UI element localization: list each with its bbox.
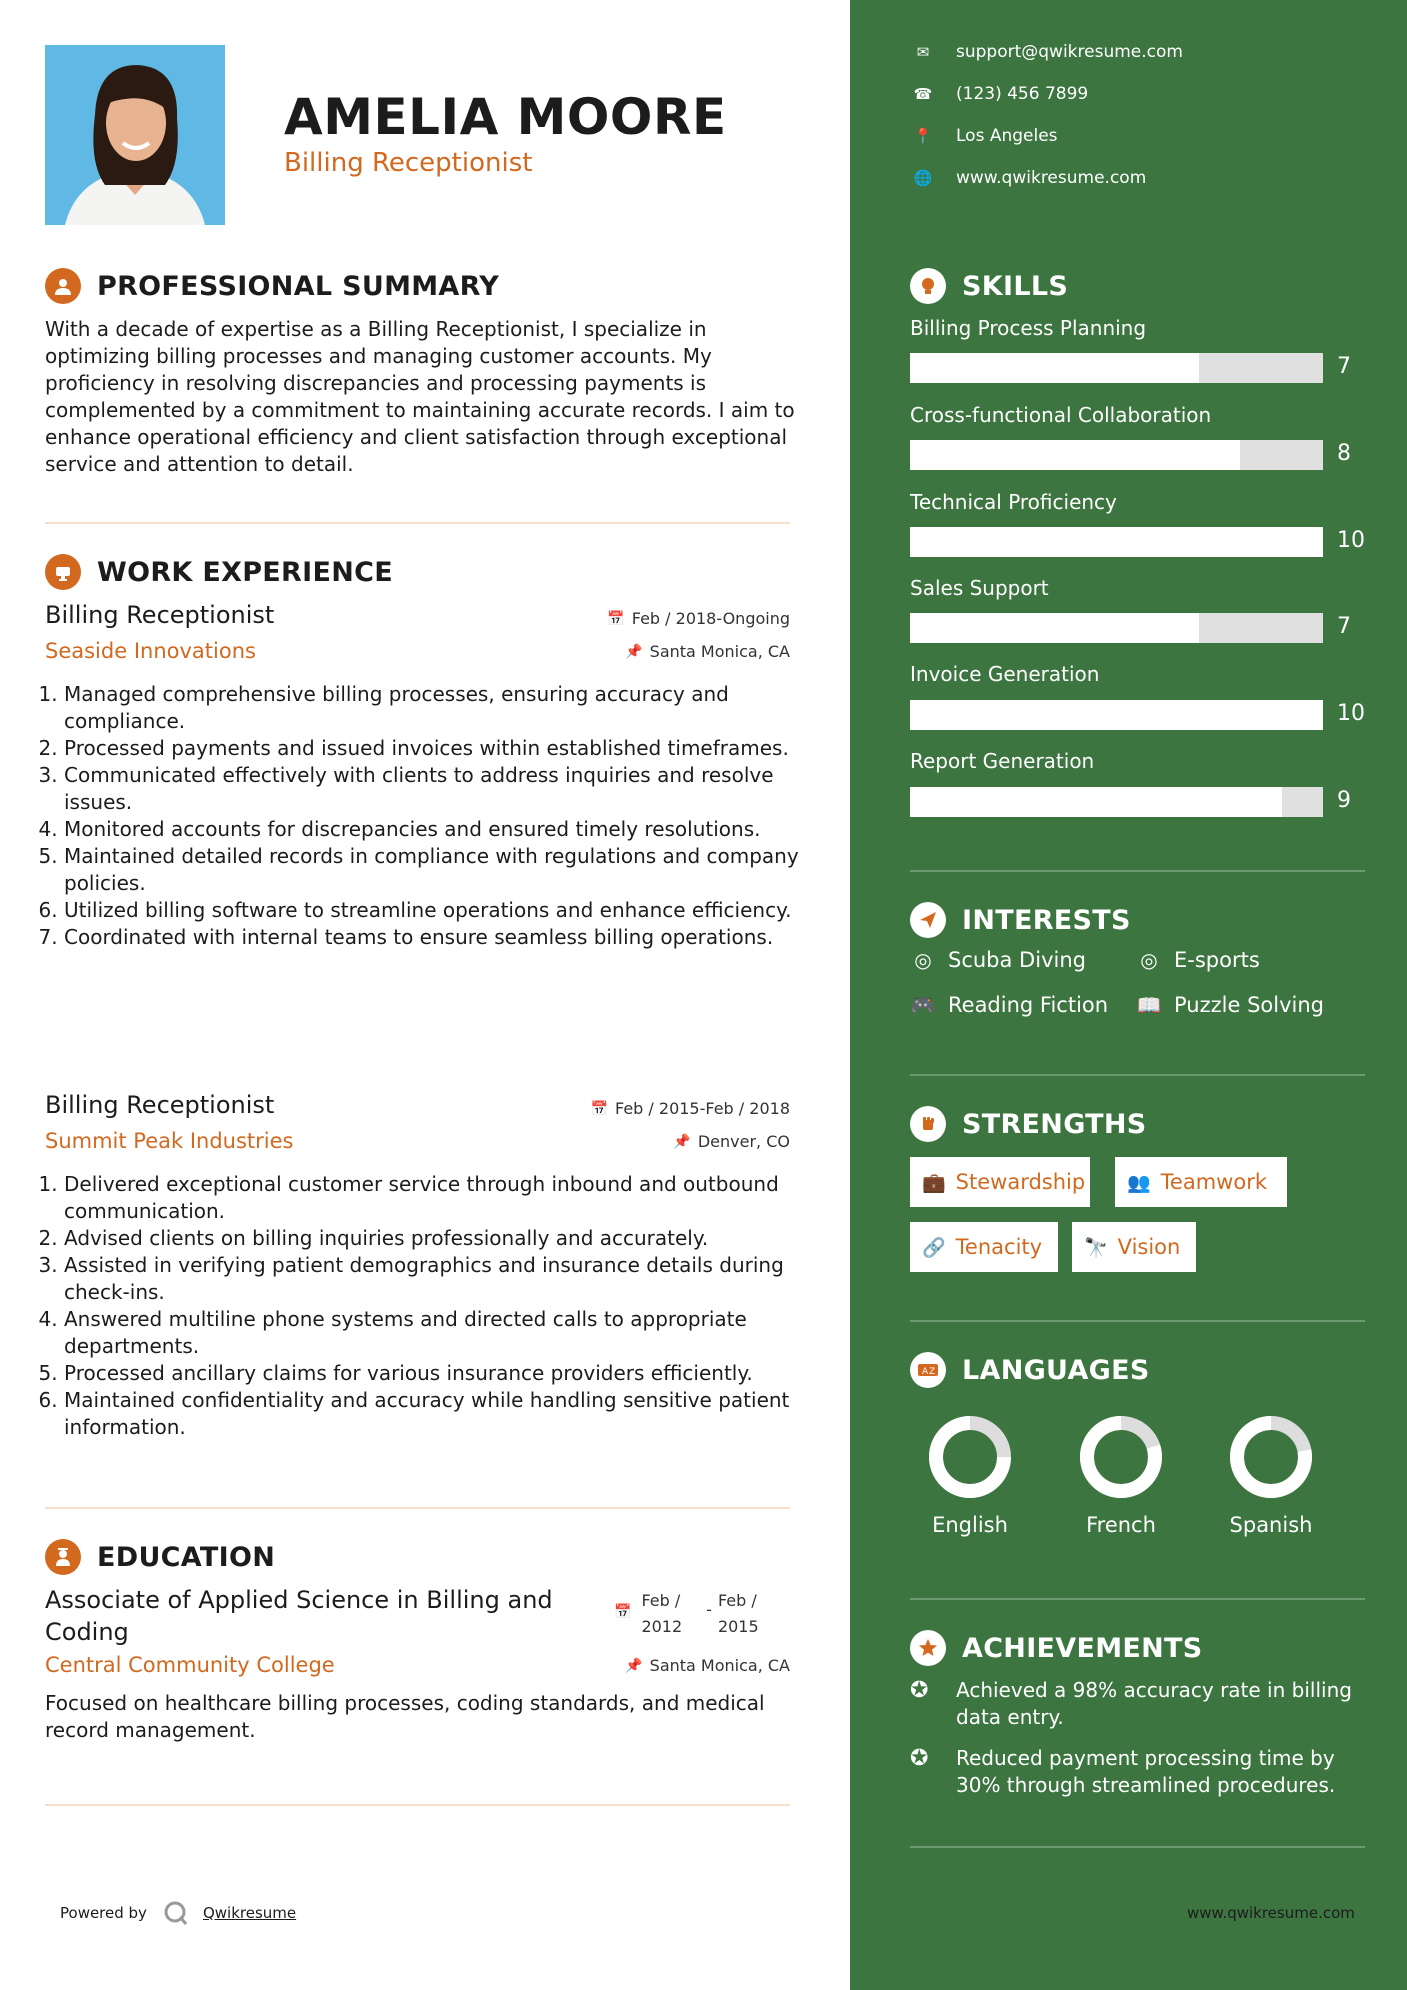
skill-value: 7 bbox=[1337, 354, 1351, 379]
language-item bbox=[915, 1415, 1025, 1537]
skill-value: 8 bbox=[1337, 441, 1351, 466]
school-name: Central Community College bbox=[45, 1653, 335, 1677]
email-text: support@qwikresume.com bbox=[956, 42, 1183, 62]
strengths-title: STRENGTHS bbox=[962, 1108, 1147, 1140]
website-text: www.qwikresume.com bbox=[956, 168, 1147, 188]
contact-phone[interactable] bbox=[910, 84, 1088, 104]
users-icon: 👥 bbox=[1127, 1171, 1151, 1194]
education-date bbox=[614, 1588, 759, 1640]
skill-bar-fill bbox=[910, 440, 1240, 470]
list-item: 1. Delivered exceptional customer service through inbound and outbound communication. bbox=[64, 1171, 816, 1225]
svg-text:A: A bbox=[922, 1367, 929, 1377]
language-name: English bbox=[932, 1513, 1008, 1537]
strength-label: Stewardship bbox=[955, 1170, 1086, 1194]
calendar-icon: 📅 bbox=[614, 1604, 632, 1620]
job-location-text: Denver, CO bbox=[697, 1132, 790, 1151]
skills-section-header bbox=[910, 268, 1068, 304]
location-pin-icon: 📍 bbox=[913, 127, 933, 145]
life-ring-icon: ◎ bbox=[914, 948, 932, 972]
profile-photo bbox=[45, 45, 225, 225]
job-date-text: Feb / 2018-Ongoing bbox=[631, 609, 790, 628]
experience-title: WORK EXPERIENCE bbox=[97, 556, 393, 588]
skill-label: Billing Process Planning bbox=[910, 316, 1147, 340]
job-bullets bbox=[40, 681, 816, 951]
achievement-text: Achieved a 98% accuracy rate in billing data entry. bbox=[956, 1678, 1352, 1729]
contact-website[interactable] bbox=[910, 168, 1146, 188]
interest-item bbox=[1136, 948, 1260, 972]
interest-label: Reading Fiction bbox=[948, 993, 1109, 1017]
fist-icon bbox=[910, 1106, 946, 1142]
education-end bbox=[718, 1588, 759, 1640]
star-icon bbox=[910, 1630, 946, 1666]
phone-text: (123) 456 7899 bbox=[956, 84, 1089, 104]
education-location-text: Santa Monica, CA bbox=[649, 1656, 790, 1675]
job-date bbox=[591, 1099, 790, 1118]
qwikresume-logo-icon bbox=[163, 1900, 189, 1926]
strengths-section-header bbox=[910, 1106, 1147, 1142]
language-name: Spanish bbox=[1229, 1513, 1313, 1537]
list-item: 6. Maintained confidentiality and accuracy while handling sensitive patient information. bbox=[64, 1387, 816, 1441]
language-item bbox=[1216, 1415, 1326, 1537]
skill-bar-fill bbox=[910, 353, 1199, 383]
binoculars-icon: 🔭 bbox=[1084, 1236, 1108, 1259]
graduate-icon bbox=[45, 1539, 81, 1575]
skill-bar bbox=[910, 787, 1323, 817]
job-company: Seaside Innovations bbox=[45, 639, 256, 663]
skill-value: 10 bbox=[1337, 528, 1365, 553]
achievement-text: Reduced payment processing time by 30% through streamlined procedures. bbox=[956, 1746, 1336, 1797]
language-ring bbox=[1079, 1415, 1163, 1499]
interest-item bbox=[910, 993, 1108, 1017]
book-icon: 📖 bbox=[1136, 993, 1162, 1017]
job-location bbox=[625, 642, 790, 661]
skill-bar bbox=[910, 527, 1323, 557]
interest-label: E-sports bbox=[1174, 948, 1260, 972]
list-item: 3. Communicated effectively with clients to address inquiries and resolve issues. bbox=[64, 762, 816, 816]
summary-text: With a decade of expertise as a Billing Receptionist, I specialize in optimizing billing processes and managing customer accounts. My proficiency in resolving discrepancies and processing payments is complemented by a commitment to maintaining accurate records. I aim to enhance operational efficiency and client satisfaction through exceptional service and attention to detail. bbox=[45, 317, 795, 476]
degree-title bbox=[45, 1586, 553, 1646]
language-ring bbox=[928, 1415, 1012, 1499]
list-item: 1. Managed comprehensive billing processes, ensuring accuracy and compliance. bbox=[64, 681, 816, 735]
brand-link[interactable]: Qwikresume bbox=[202, 1904, 297, 1922]
contact-location bbox=[910, 126, 1058, 146]
end-month: Feb / bbox=[717, 1591, 757, 1610]
strength-chip bbox=[1072, 1222, 1196, 1272]
education-title: EDUCATION bbox=[97, 1541, 276, 1573]
skill-value: 7 bbox=[1337, 614, 1351, 639]
divider bbox=[910, 870, 1365, 872]
summary-title: PROFESSIONAL SUMMARY bbox=[97, 270, 500, 302]
strength-chip bbox=[910, 1157, 1090, 1207]
skill-bar bbox=[910, 613, 1323, 643]
gamepad-icon: 🎮 bbox=[910, 993, 936, 1017]
divider bbox=[910, 1074, 1365, 1076]
interest-label: Puzzle Solving bbox=[1174, 993, 1324, 1017]
summary-section-header bbox=[45, 268, 499, 304]
achievements-title: ACHIEVEMENTS bbox=[962, 1632, 1203, 1664]
link-icon: 🔗 bbox=[922, 1236, 946, 1259]
date-separator: - bbox=[706, 1600, 712, 1619]
powered-by bbox=[60, 1900, 296, 1926]
interests-section-header bbox=[910, 902, 1131, 938]
start-year: 2012 bbox=[641, 1617, 683, 1636]
footer-url[interactable]: www.qwikresume.com bbox=[1187, 1904, 1355, 1922]
job-bullets bbox=[40, 1171, 816, 1441]
language-ring bbox=[1229, 1415, 1313, 1499]
email-icon: ✉ bbox=[916, 43, 930, 61]
skill-bar-fill bbox=[910, 527, 1323, 557]
skill-label: Sales Support bbox=[910, 576, 1049, 600]
skill-bar-fill bbox=[910, 613, 1199, 643]
shooting-star-icon: ✪ bbox=[910, 1746, 929, 1771]
strength-label: Teamwork bbox=[1160, 1170, 1267, 1194]
list-item: 6. Utilized billing software to streamline operations and enhance efficiency. bbox=[64, 897, 816, 924]
education-location bbox=[625, 1656, 790, 1675]
skill-bar bbox=[910, 353, 1323, 383]
interest-label: Scuba Diving bbox=[948, 948, 1086, 972]
list-item: 7. Coordinated with internal teams to ensure seamless billing operations. bbox=[64, 924, 816, 951]
divider bbox=[45, 1507, 790, 1509]
language-name: French bbox=[1086, 1513, 1156, 1537]
experience-section-header bbox=[45, 554, 393, 590]
paper-plane-icon bbox=[910, 902, 946, 938]
job-location bbox=[673, 1132, 790, 1151]
skill-value: 9 bbox=[1337, 788, 1351, 813]
languages-section-header bbox=[910, 1352, 1150, 1388]
skill-bar-fill bbox=[910, 787, 1282, 817]
skills-title: SKILLS bbox=[962, 270, 1069, 302]
strength-chip bbox=[1115, 1157, 1287, 1207]
language-icon bbox=[910, 1352, 946, 1388]
skill-label: Invoice Generation bbox=[910, 662, 1100, 686]
list-item: 2. Processed payments and issued invoices within established timeframes. bbox=[64, 735, 816, 762]
user-icon bbox=[45, 268, 81, 304]
list-item: 2. Advised clients on billing inquiries professionally and accurately. bbox=[64, 1225, 816, 1252]
languages-title: LANGUAGES bbox=[962, 1354, 1150, 1386]
achievements-section-header bbox=[910, 1630, 1203, 1666]
skill-label: Report Generation bbox=[910, 749, 1095, 773]
interests-title: INTERESTS bbox=[962, 904, 1131, 936]
job-company: Summit Peak Industries bbox=[45, 1129, 294, 1153]
divider bbox=[45, 1804, 790, 1806]
achievement-item bbox=[910, 1677, 1370, 1731]
skill-bar bbox=[910, 440, 1323, 470]
calendar-icon: 📅 bbox=[590, 1100, 608, 1117]
strength-label: Vision bbox=[1117, 1235, 1181, 1259]
list-item: 3. Assisted in verifying patient demographics and insurance details during check-ins. bbox=[64, 1252, 816, 1306]
pin-icon: 📌 bbox=[625, 643, 643, 660]
degree-line: Coding bbox=[45, 1618, 129, 1646]
list-item: 4. Monitored accounts for discrepancies and ensured timely resolutions. bbox=[64, 816, 816, 843]
strength-chip bbox=[910, 1222, 1058, 1272]
candidate-role: Billing Receptionist bbox=[284, 148, 533, 178]
end-year: 2015 bbox=[717, 1617, 759, 1636]
skill-bar-fill bbox=[910, 700, 1323, 730]
svg-text:Z: Z bbox=[929, 1367, 936, 1377]
briefcase-icon bbox=[45, 554, 81, 590]
skill-value: 10 bbox=[1337, 701, 1365, 726]
skill-bar bbox=[910, 700, 1323, 730]
start-month: Feb / bbox=[641, 1591, 681, 1610]
divider bbox=[910, 1846, 1365, 1848]
interest-item bbox=[910, 948, 1086, 972]
skill-label: Technical Proficiency bbox=[910, 490, 1117, 514]
education-description: Focused on healthcare billing processes, coding standards, and medical record management. bbox=[45, 1691, 765, 1742]
job-title: Billing Receptionist bbox=[45, 601, 275, 629]
calendar-icon: 📅 bbox=[607, 610, 625, 627]
divider bbox=[910, 1320, 1365, 1322]
job-location-text: Santa Monica, CA bbox=[649, 642, 790, 661]
pin-icon: 📌 bbox=[673, 1133, 691, 1150]
lightbulb-icon bbox=[910, 268, 946, 304]
briefcase-icon: 💼 bbox=[922, 1171, 946, 1194]
job-title: Billing Receptionist bbox=[45, 1091, 275, 1119]
life-ring-icon: ◎ bbox=[1140, 948, 1158, 972]
globe-icon: 🌐 bbox=[913, 169, 933, 187]
strength-label: Tenacity bbox=[955, 1235, 1043, 1259]
list-item: 5. Processed ancillary claims for various insurance providers efficiently. bbox=[64, 1360, 816, 1387]
job-date-text: Feb / 2015-Feb / 2018 bbox=[615, 1099, 790, 1118]
shooting-star-icon: ✪ bbox=[910, 1678, 929, 1703]
divider bbox=[910, 1598, 1365, 1600]
skill-label: Cross-functional Collaboration bbox=[910, 403, 1212, 427]
education-section-header bbox=[45, 1539, 275, 1575]
location-text: Los Angeles bbox=[956, 126, 1058, 146]
candidate-name: AMELIA MOORE bbox=[284, 88, 727, 146]
contact-email[interactable] bbox=[910, 42, 1183, 62]
job-date bbox=[607, 609, 790, 628]
achievement-item bbox=[910, 1745, 1370, 1799]
powered-by-label: Powered by bbox=[60, 1904, 147, 1922]
phone-icon: ☎ bbox=[913, 85, 933, 103]
pin-icon: 📌 bbox=[625, 1657, 643, 1674]
education-start bbox=[641, 1588, 682, 1640]
interest-item bbox=[1136, 993, 1324, 1017]
degree-line: Associate of Applied Science in Billing and bbox=[45, 1586, 553, 1614]
list-item: 5. Maintained detailed records in compliance with regulations and company policies. bbox=[64, 843, 816, 897]
divider bbox=[45, 522, 790, 524]
list-item: 4. Answered multiline phone systems and directed calls to appropriate departments. bbox=[64, 1306, 816, 1360]
language-item bbox=[1066, 1415, 1176, 1537]
